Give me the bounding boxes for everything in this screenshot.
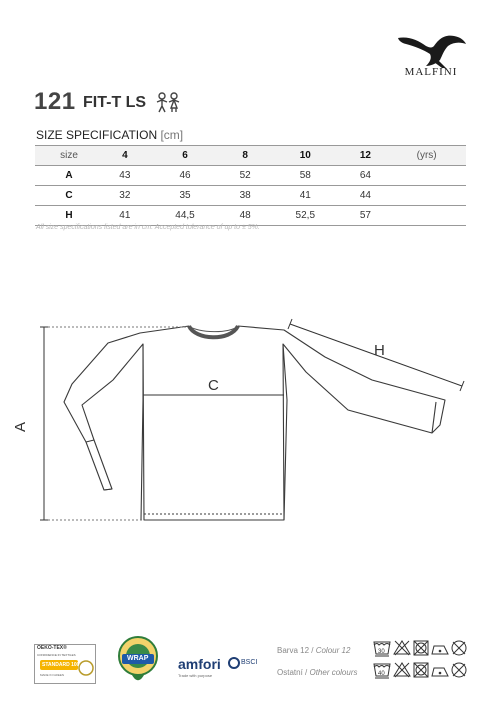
header-size: 10 [267,146,344,166]
header-size: 12 [344,146,388,166]
label-h: H [374,342,385,359]
header-unit: (yrs) [387,146,466,166]
section-title [36,128,183,142]
amfori-circle-icon [228,657,240,669]
size-table [35,145,466,226]
no-tumble-dry-icon-2 [414,663,428,677]
colour12-en: Colour 12 [315,646,351,655]
no-tumble-dry-icon [414,641,428,655]
dimension-a [40,327,188,520]
other-colours-line [277,668,358,677]
care-symbols [372,637,468,681]
iron-icon-2 [432,668,448,676]
wrap-text: WRAP [127,655,149,662]
colour12-line [277,646,350,655]
table-cell-empty [387,206,466,226]
garment-diagram [0,300,500,550]
amfori-badge [178,656,256,682]
table-cell: 32 [103,186,147,206]
table-cell: 44 [344,186,388,206]
product-code: 121 [34,88,76,115]
table-cell: 46 [147,166,224,186]
other-colours-en: Other colours [309,668,358,677]
table-cell: 58 [267,166,344,186]
brand-name: MALFINI [404,66,458,78]
no-dry-clean-icon-2 [452,663,466,677]
table-cell: 57 [344,206,388,226]
table-row [35,186,466,206]
table-cell: 44,5 [147,206,224,226]
amfori-sub: Trade with purpose [178,673,213,678]
table-cell: 52 [223,166,267,186]
table-cell: 41 [267,186,344,206]
oeko-standard: STANDARD 100 [42,662,80,668]
table-cell: 41 [103,206,147,226]
row-label: C [35,186,103,206]
row-label: H [35,206,103,226]
table-cell: 52,5 [267,206,344,226]
no-dry-clean-icon [452,641,466,655]
oeko-tex-badge [34,644,96,684]
table-header-row [35,146,466,166]
no-bleach-icon [394,641,410,655]
row-label: A [35,166,103,186]
oeko-title: OEKO-TEX® [37,645,67,651]
wash-40-text: 40 [378,671,385,677]
wash-30-text: 30 [378,649,385,655]
header-size: 4 [103,146,147,166]
collar [189,326,238,337]
product-model: FIT-T LS [83,94,147,111]
table-cell-empty [387,166,466,186]
oeko-sub: CONFIDENCE IN TEXTILES [37,653,76,657]
iron-icon [432,646,448,654]
oeko-number: MADE IN GREEN [40,673,65,677]
other-colours-cz: Ostatní / [277,668,308,677]
table-cell: 38 [223,186,267,206]
header-size: 6 [147,146,224,166]
section-unit: [cm] [160,128,184,142]
header-size-label: size [35,146,103,166]
table-cell: 43 [103,166,147,186]
table-row [35,166,466,186]
table-cell: 48 [223,206,267,226]
colour12-cz: Barva 12 / [277,646,314,655]
amfori-text: amfori [178,656,221,672]
header-size: 8 [223,146,267,166]
wrap-badge [116,634,160,686]
bsci-text: BSCI [241,659,258,666]
table-row [35,206,466,226]
table-cell: 35 [147,186,224,206]
tolerance-note: All size specifications listed are in cm. Accepted tolerance of up to ± 5%. [36,224,260,231]
table-cell-empty [387,186,466,206]
no-bleach-icon-2 [394,663,410,677]
label-a: A [12,421,29,432]
shirt-outline [64,326,445,520]
label-c: C [208,377,219,394]
section-title-text: SIZE SPECIFICATION [36,128,158,142]
kids-icon [155,91,181,113]
table-cell: 64 [344,166,388,186]
